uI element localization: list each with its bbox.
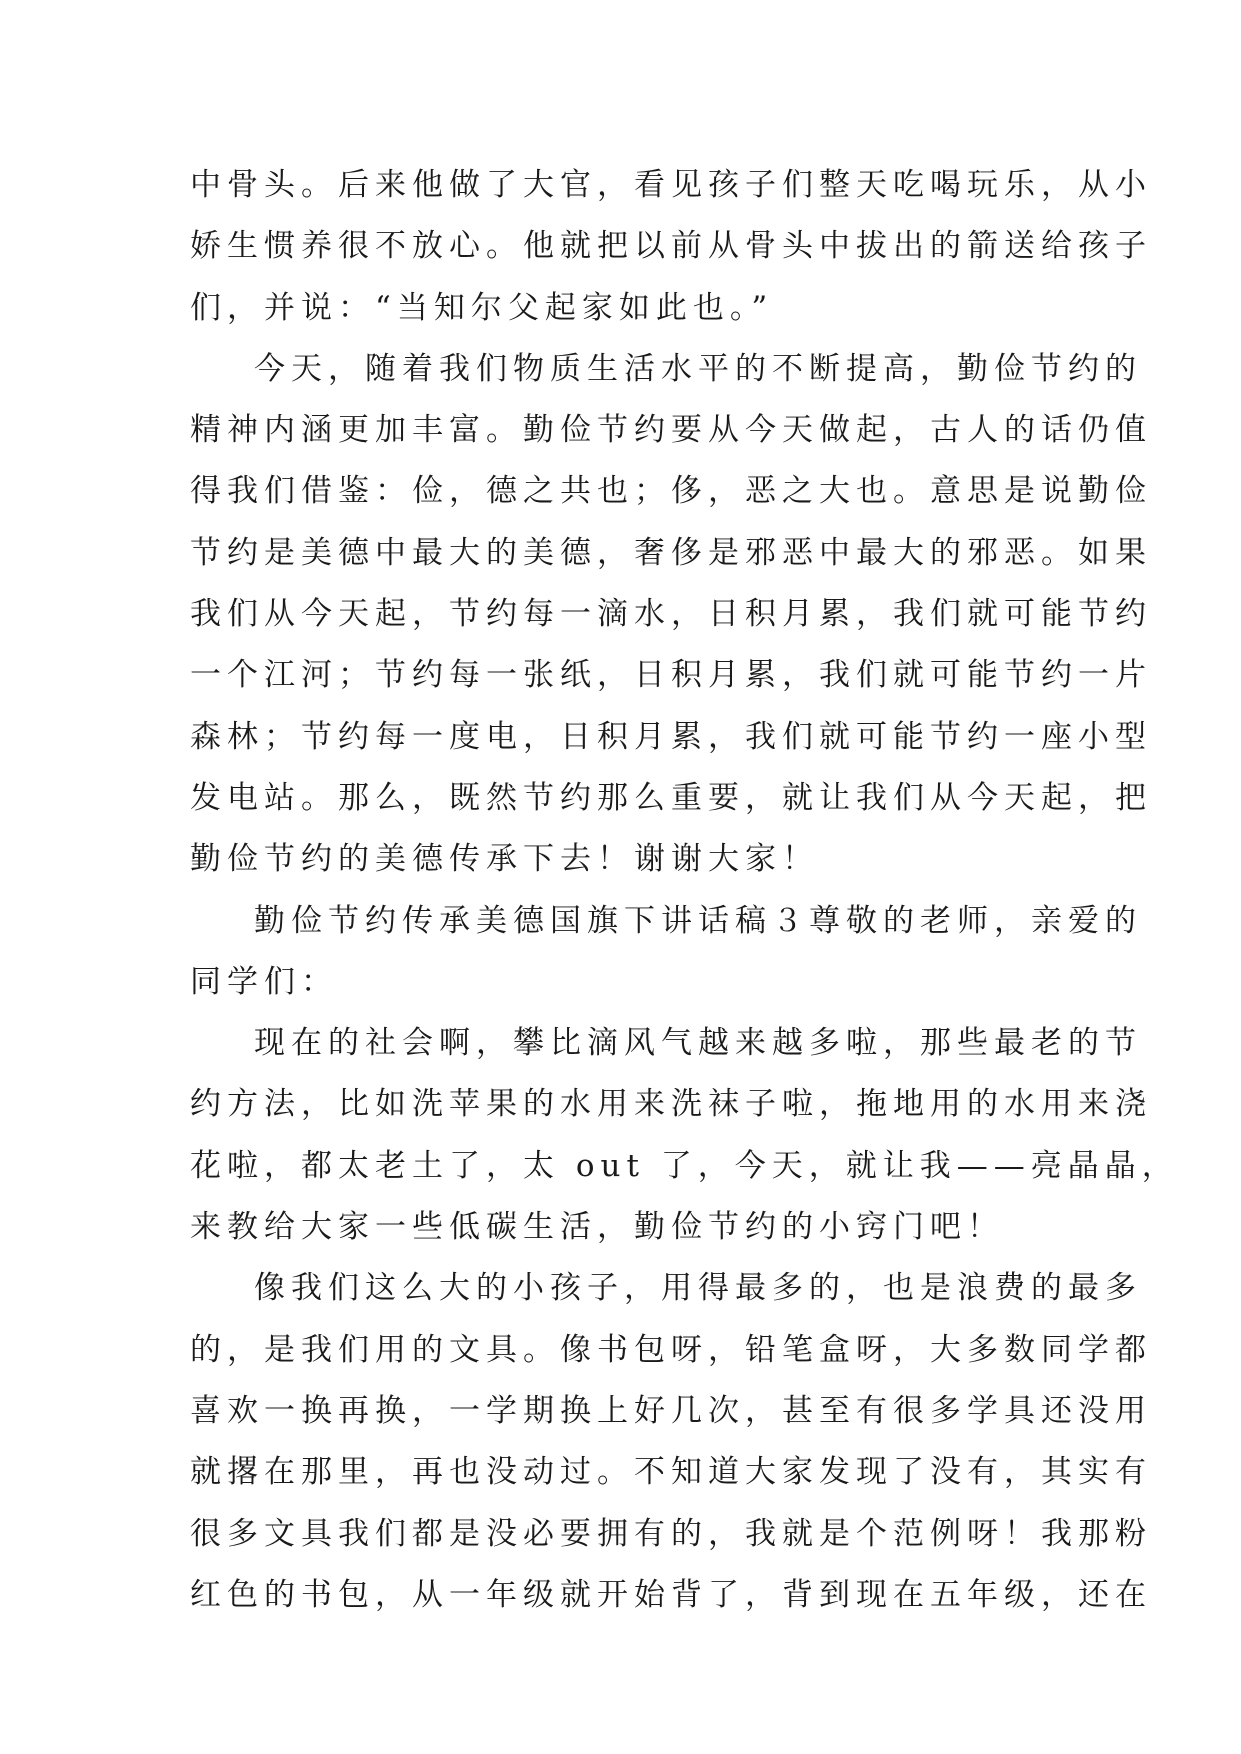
text-line: 我们从今天起，节约每一滴水，日积月累，我们就可能节约 xyxy=(190,596,1152,633)
text-line: 同学们： xyxy=(190,963,338,1000)
text-line: 红色的书包，从一年级就开始背了，背到现在五年级，还在 xyxy=(190,1576,1152,1613)
text-line: 发电站。那么，既然节约那么重要，就让我们从今天起，把 xyxy=(190,779,1152,816)
text-line: 很多文具我们都是没必要拥有的，我就是个范例呀！我那粉 xyxy=(190,1515,1152,1552)
text-line: 中骨头。后来他做了大官，看见孩子们整天吃喝玩乐，从小 xyxy=(190,167,1152,203)
text-line: 约方法，比如洗苹果的水用来洗袜子啦，拖地用的水用来浇 xyxy=(190,1086,1152,1123)
text-line: 就撂在那里，再也没动过。不知道大家发现了没有，其实有 xyxy=(190,1454,1152,1491)
text-line: 花啦，都太老土了，太 out 了，今天，就让我——亮晶晶， xyxy=(190,1147,1179,1184)
text-line: 的，是我们用的文具。像书包呀，铅笔盒呀，大多数同学都 xyxy=(190,1331,1152,1368)
text-line-paragraph-start: 勤俭节约传承美德国旗下讲话稿３尊敬的老师，亲爱的 xyxy=(254,902,1142,939)
text-line-paragraph-start: 像我们这么大的小孩子，用得最多的，也是浪费的最多 xyxy=(254,1270,1142,1307)
text-line-paragraph-start: 现在的社会啊，攀比滴风气越来越多啦，那些最老的节 xyxy=(254,1025,1142,1062)
text-line: 来教给大家一些低碳生活，勤俭节约的小窍门吧！ xyxy=(190,1209,1004,1246)
text-line: 娇生惯养很不放心。他就把以前从骨头中拔出的箭送给孩子 xyxy=(190,228,1152,265)
text-line: 一个江河；节约每一张纸，日积月累，我们就可能节约一片 xyxy=(190,657,1152,694)
text-line: 森林；节约每一度电，日积月累，我们就可能节约一座小型 xyxy=(190,718,1152,755)
body-text xyxy=(190,155,1179,1626)
text-line-paragraph-start: 今天，随着我们物质生活水平的不断提高，勤俭节约的 xyxy=(254,350,1142,387)
text-line: 精神内涵更加丰富。勤俭节约要从今天做起，古人的话仍值 xyxy=(190,412,1152,449)
text-line: 喜欢一换再换，一学期换上好几次，甚至有很多学具还没用 xyxy=(190,1392,1152,1429)
text-line: 勤俭节约的美德传承下去！谢谢大家！ xyxy=(190,841,819,878)
text-line: 得我们借鉴：俭，德之共也；侈，恶之大也。意思是说勤俭 xyxy=(190,473,1152,510)
text-line: 节约是美德中最大的美德，奢侈是邪恶中最大的邪恶。如果 xyxy=(190,534,1152,571)
text-line: 们，并说：“当知尔父起家如此也。” xyxy=(190,289,774,326)
